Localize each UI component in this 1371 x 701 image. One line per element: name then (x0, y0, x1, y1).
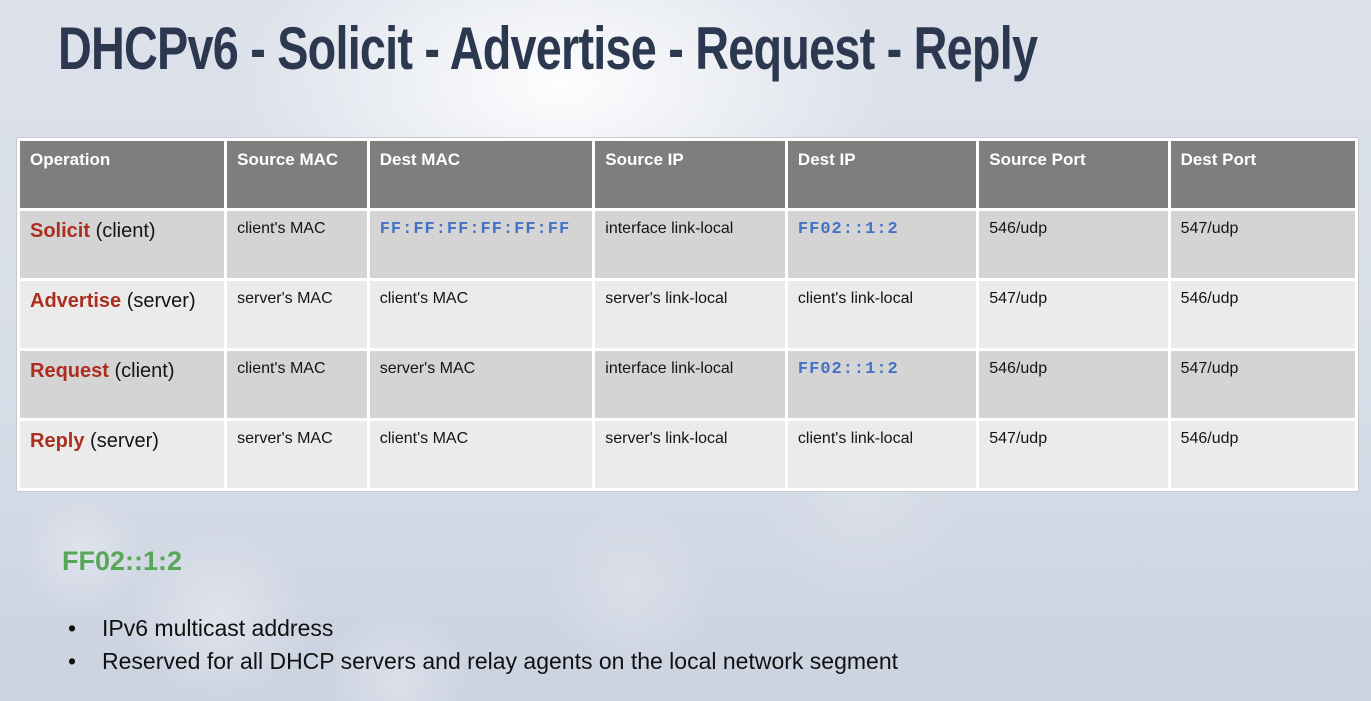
operation-actor: (server) (90, 430, 159, 452)
table-row-reply (20, 421, 1355, 488)
cell-source-port: 547/udp (979, 421, 1167, 488)
cell-dest-port: 546/udp (1171, 281, 1355, 348)
operation-name: Advertise (30, 290, 122, 312)
bullet-list (62, 612, 898, 678)
operation-actor: (server) (126, 290, 196, 312)
cell-source-port: 546/udp (979, 351, 1167, 418)
operation-actor: (client) (114, 360, 175, 382)
operation-name: Solicit (30, 220, 91, 242)
cell-source-port: 547/udp (979, 281, 1167, 348)
operation-actor: (client) (95, 220, 156, 242)
table-header-row (20, 141, 1355, 208)
cell-dest-mac: FF:FF:FF:FF:FF:FF (370, 211, 593, 278)
table-row-solicit (20, 211, 1355, 278)
cell-source-mac: client's MAC (227, 211, 367, 278)
column-header-source-port: Source Port (979, 141, 1167, 208)
column-header-source-ip: Source IP (595, 141, 785, 208)
cell-source-ip: server's link-local (595, 281, 785, 348)
cell-dest-port: 547/udp (1171, 211, 1355, 278)
cell-source-mac: client's MAC (227, 351, 367, 418)
cell-dest-mac: server's MAC (370, 351, 593, 418)
cell-operation (20, 281, 224, 348)
column-header-dest-mac: Dest MAC (370, 141, 593, 208)
page-title: DHCPv6 - Solicit - Advertise - Request - Reply (58, 15, 1038, 82)
cell-source-ip: interface link-local (595, 211, 785, 278)
cell-dest-ip: FF02::1:2 (788, 351, 976, 418)
table-row-advertise (20, 281, 1355, 348)
cell-source-mac: server's MAC (227, 281, 367, 348)
cell-source-port: 546/udp (979, 211, 1167, 278)
cell-dest-ip: client's link-local (788, 421, 976, 488)
column-header-source-mac: Source MAC (227, 141, 367, 208)
multicast-address-heading: FF02::1:2 (62, 546, 183, 576)
column-header-operation: Operation (20, 141, 224, 208)
cell-dest-mac: client's MAC (370, 281, 593, 348)
table-row-request (20, 351, 1355, 418)
cell-dest-ip: client's link-local (788, 281, 976, 348)
dhcpv6-table-container (17, 138, 1358, 491)
cell-dest-port: 546/udp (1171, 421, 1355, 488)
cell-operation (20, 351, 224, 418)
operation-name: Reply (30, 430, 85, 452)
cell-dest-ip: FF02::1:2 (788, 211, 976, 278)
cell-dest-mac: client's MAC (370, 421, 593, 488)
cell-dest-port: 547/udp (1171, 351, 1355, 418)
cell-operation (20, 211, 224, 278)
cell-source-ip: server's link-local (595, 421, 785, 488)
column-header-dest-port: Dest Port (1171, 141, 1355, 208)
column-header-dest-ip: Dest IP (788, 141, 976, 208)
cell-operation (20, 421, 224, 488)
bullet-item: • IPv6 multicast address (62, 612, 898, 645)
operation-name: Request (30, 360, 109, 382)
dhcpv6-message-table (17, 138, 1358, 491)
cell-source-ip: interface link-local (595, 351, 785, 418)
bullet-item: • Reserved for all DHCP servers and relay agents on the local network segment (62, 645, 898, 678)
cell-source-mac: server's MAC (227, 421, 367, 488)
